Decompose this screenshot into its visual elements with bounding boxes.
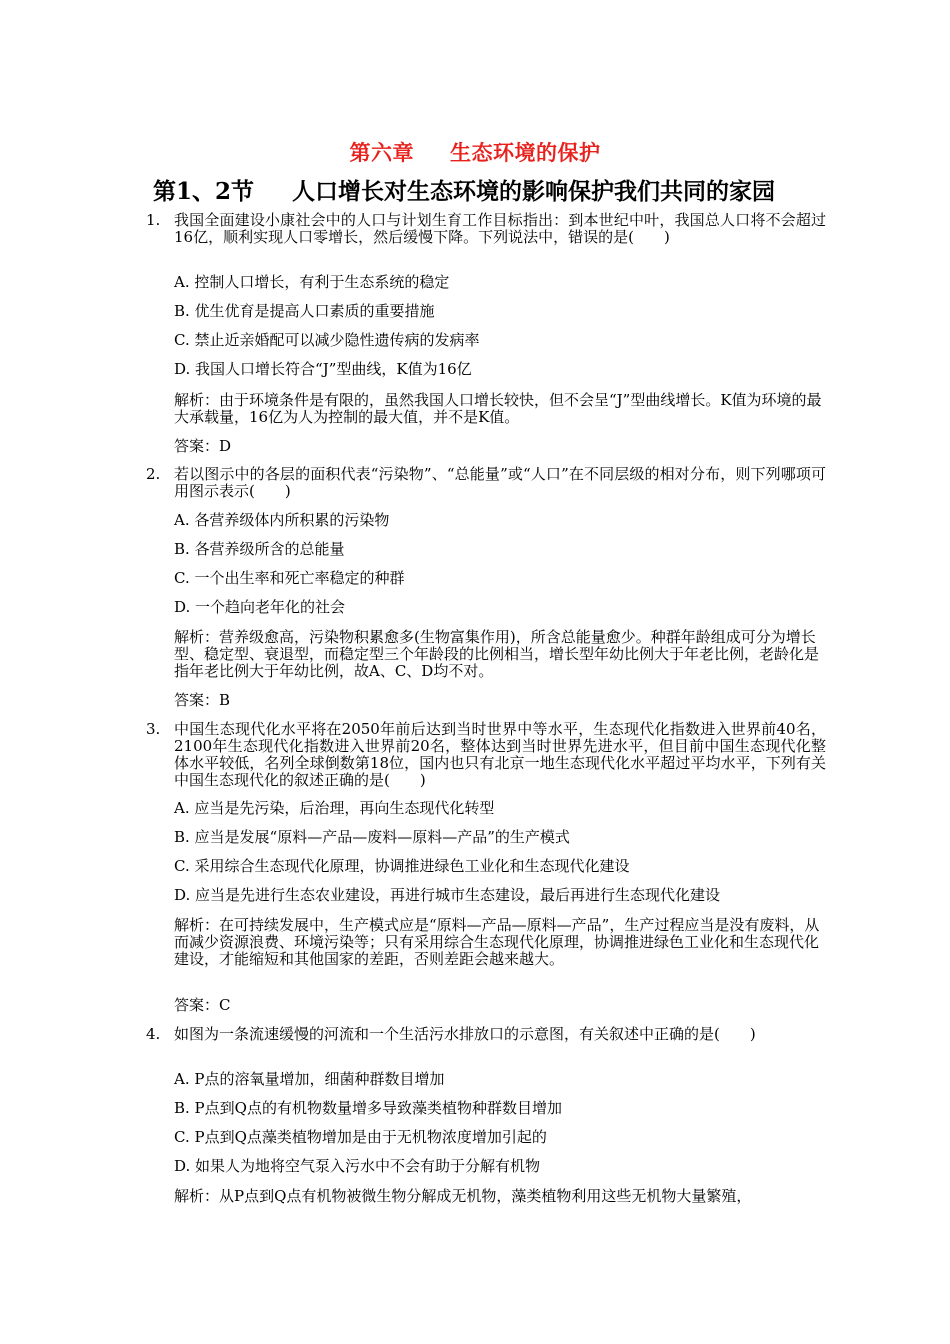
option-a: A. 各营养级体内所积累的污染物 [174, 511, 390, 529]
question-3 [146, 721, 826, 789]
option-a: A. P点的溶氧量增加，细菌种群数目增加 [174, 1070, 445, 1088]
section-title: 人口增长对生态环境的影响保护我们共同的家园 [292, 178, 776, 205]
option-a: A. 应当是先污染，后治理，再向生态现代化转型 [174, 799, 495, 817]
question-stem: 中国生态现代化水平将在2050年前后达到当时世界中等水平，生态现代化指数进入世界前40名，2100年生态现代化指数进入世界前20名，整体达到当时世界先进水平，但目前中国生态现代化整体水平较低，名列全球倒数第18位，国内也只有北京一地生态现代化水平超过平均水平，下列有关中国生态现代化的叙述正确的是( ) [174, 720, 826, 789]
answer: 答案：D [174, 437, 232, 455]
option-b: B. 优生优育是提高人口素质的重要措施 [174, 302, 435, 320]
question-2 [146, 466, 826, 500]
question-stem: 我国全面建设小康社会中的人口与计划生育工作目标指出：到本世纪中叶，我国总人口将不会超过16亿，顺利实现人口零增长，然后缓慢下降。下列说法中，错误的是( ) [174, 211, 826, 246]
answer: 答案：B [174, 691, 231, 709]
chapter-number: 第六章 [349, 140, 414, 165]
question-number: 2. [146, 465, 161, 483]
option-c: C. 采用综合生态现代化原理，协调推进绿色工业化和生态现代化建设 [174, 857, 630, 875]
chapter-heading [0, 137, 950, 167]
question-number: 1. [146, 211, 161, 229]
option-d: D. 应当是先进行生态农业建设，再进行城市生态建设，最后再进行生态现代化建设 [174, 886, 721, 904]
option-c: C. P点到Q点藻类植物增加是由于无机物浓度增加引起的 [174, 1128, 547, 1146]
option-d: D. 一个趋向老年化的社会 [174, 598, 346, 616]
question-1 [146, 212, 826, 246]
question-stem: 如图为一条流速缓慢的河流和一个生活污水排放口的示意图，有关叙述中正确的是( ) [174, 1025, 756, 1043]
option-a: A. 控制人口增长，有利于生态系统的稳定 [174, 273, 450, 291]
analysis: 解析：从P点到Q点有机物被微生物分解成无机物，藻类植物利用这些无机物大量繁殖， [174, 1187, 752, 1205]
option-d: D. 我国人口增长符合“J”型曲线，K值为16亿 [174, 360, 472, 378]
question-number: 4. [146, 1025, 161, 1043]
section-number: 第1、2节 [153, 178, 255, 205]
option-c: C. 一个出生率和死亡率稳定的种群 [174, 569, 405, 587]
analysis: 解析：由于环境条件是有限的，虽然我国人口增长较快，但不会呈“J”型曲线增长。K值为环境的最大承载量，16亿为人为控制的最大值，并不是K值。 [174, 391, 822, 426]
analysis: 解析：在可持续发展中，生产模式应是“原料—产品—原料—产品”，生产过程应当是没有废料，从而减少资源浪费、环境污染等；只有采用综合生态现代化原理，协调推进绿色工业化和生态现代化建设，才能缩短和其他国家的差距，否则差距会越来越大。 [174, 916, 820, 968]
answer: 答案：C [174, 996, 231, 1014]
question-4 [146, 1026, 826, 1043]
analysis: 解析：营养级愈高，污染物积累愈多(生物富集作用)，所含总能量愈少。种群年龄组成可分为增长型、稳定型、衰退型，而稳定型三个年龄段的比例相当，增长型年幼比例大于年老比例，老龄化是指年老比例大于年幼比例，故A、C、D均不对。 [174, 628, 820, 680]
option-b: B. 各营养级所含的总能量 [174, 540, 345, 558]
question-stem: 若以图示中的各层的面积代表“污染物”、“总能量”或“人口”在不同层级的相对分布，则下列哪项可用图示表示( ) [174, 465, 826, 500]
option-b: B. 应当是发展“原料—产品—废料—原料—产品”的生产模式 [174, 828, 570, 846]
chapter-title: 生态环境的保护 [450, 140, 601, 165]
question-number: 3. [146, 720, 161, 738]
option-c: C. 禁止近亲婚配可以减少隐性遗传病的发病率 [174, 331, 480, 349]
section-heading [153, 173, 833, 206]
option-d: D. 如果人为地将空气泵入污水中不会有助于分解有机物 [174, 1157, 541, 1175]
option-b: B. P点到Q点的有机物数量增多导致藻类植物种群数目增加 [174, 1099, 562, 1117]
